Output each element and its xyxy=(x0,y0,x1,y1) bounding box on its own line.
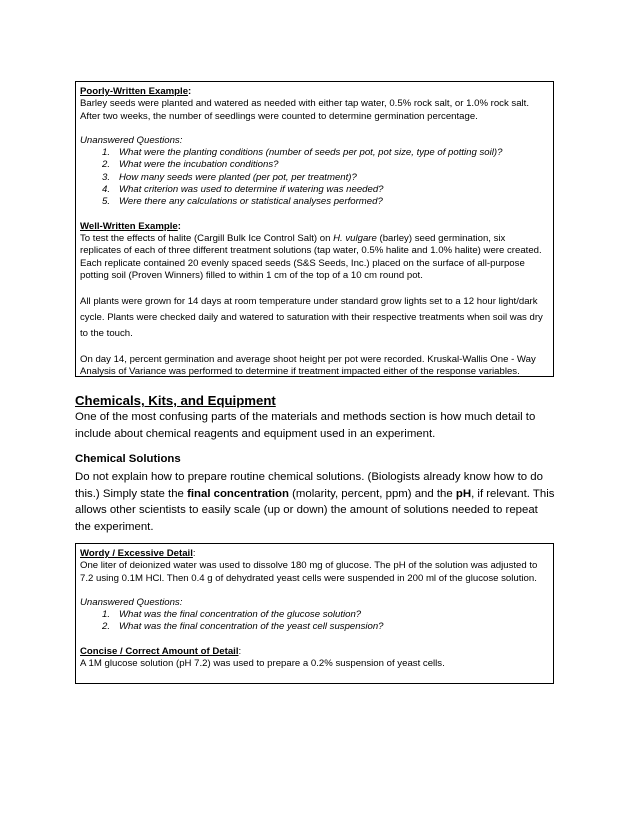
text-run: (molarity, percent, ppm) and the xyxy=(288,487,456,500)
well-example-title: Well-Written Example xyxy=(80,220,178,232)
well-example-heading xyxy=(80,221,549,233)
unanswered-questions-label: Unanswered Questions: xyxy=(80,134,183,146)
question-text: What was the final concentration of the yeast cell suspension? xyxy=(119,621,384,633)
question-number: 2. xyxy=(102,159,111,171)
bold-term: pH xyxy=(455,487,472,500)
concise-example-title: Concise / Correct Amount of Detail xyxy=(80,645,239,657)
question-text: What were the incubation conditions? xyxy=(119,159,279,171)
concise-example-colon: : xyxy=(238,645,242,657)
wordy-example-heading xyxy=(80,548,549,560)
species-name: H. vulgare xyxy=(333,232,377,244)
unanswered-questions-list xyxy=(80,147,549,208)
poor-example-colon: : xyxy=(188,86,192,97)
question-number: 3. xyxy=(102,171,111,183)
question-item xyxy=(80,196,549,208)
question-item xyxy=(80,159,549,171)
wordy-vs-concise-box xyxy=(75,543,554,684)
poor-example-text: Barley seeds were planted and watered as needed with either tap water, 0.5% rock salt, or 1.0% rock salt. After two weeks, the number of seedlings were counted to determine germination percentage. xyxy=(80,98,530,122)
question-text: What was the final concentration of the glucose solution? xyxy=(119,609,362,621)
question-item xyxy=(80,621,549,633)
unanswered-questions-label: Unanswered Questions: xyxy=(80,596,183,608)
wordy-example-colon: : xyxy=(192,548,196,559)
question-text: What were the planting conditions (number of seeds per pot, pot size, type of potting soil)? xyxy=(119,147,503,159)
question-number: 1. xyxy=(102,147,111,159)
well-example-paragraph-2: All plants were grown for 14 days at room temperature under standard grow lights set to a 12 hour light/dark cycle. Plants were checked daily and watered to saturation with their respective treatments when soil was dry to the touch. xyxy=(80,296,543,339)
subsection-title: Chemical Solutions xyxy=(75,453,181,465)
question-number: 2. xyxy=(102,621,111,633)
well-example-colon: : xyxy=(177,220,181,232)
question-text: Were there any calculations or statistical analyses performed? xyxy=(119,196,383,208)
question-number: 1. xyxy=(102,609,111,621)
section-intro: One of the most confusing parts of the materials and methods section is how much detail to include about chemical reagents and equipment used in an experiment. xyxy=(75,411,536,440)
poor-example-title: Poorly-Written Example xyxy=(80,86,189,97)
question-text: How many seeds were planted (per pot, per treatment)? xyxy=(119,171,357,183)
text-run: To test the effects of halite (Cargill Bulk Ice Control Salt) on xyxy=(80,232,334,244)
subsection-body xyxy=(75,469,555,535)
question-item xyxy=(80,172,549,184)
question-text: What criterion was used to determine if watering was needed? xyxy=(119,184,384,196)
well-example-paragraph-1 xyxy=(80,233,549,282)
section-title: Chemicals, Kits, and Equipment xyxy=(75,393,276,408)
question-number: 5. xyxy=(102,196,111,208)
wordy-example-title: Wordy / Excessive Detail xyxy=(80,548,193,559)
unanswered-questions-list xyxy=(80,609,549,634)
text-run: , if relevant. This allows other scientists to easily scale (up or down) the amount of solutions needed to repeat the experiment. xyxy=(75,487,555,533)
question-item xyxy=(80,184,549,196)
question-number: 4. xyxy=(102,184,111,196)
question-item xyxy=(80,609,549,621)
concise-example-text: A 1M glucose solution (pH 7.2) was used to prepare a 0.2% suspension of yeast cells. xyxy=(80,658,445,670)
question-item xyxy=(80,147,549,159)
bold-term: final concentration xyxy=(187,487,289,500)
text-run: Do not explain how to prepare routine chemical solutions. (Biologists already know how to do this.) Simply state the xyxy=(75,471,543,500)
poorly-vs-well-written-box xyxy=(75,81,554,377)
well-example-paragraph-3: On day 14, percent germination and average shoot height per pot were recorded. Kruskal-Wallis One - Way Analysis of Variance was performed to determine if treatment impacted either of the response variables. xyxy=(80,353,536,377)
poor-example-heading xyxy=(80,86,549,98)
concise-example-heading xyxy=(80,646,549,658)
text-run: (barley) seed germination, six replicates of each of three different treatment solutions (tap water, 0.5% halite and 1.0% halite) were created. Each replicate contained 20 evenly spaced seeds (S&S Seeds, Inc.) placed on the surface of all-purpose potting soil (Proven Winners) filled to within 1 cm of the top of a 10 cm round pot. xyxy=(80,232,542,281)
wordy-example-text: One liter of deionized water was used to dissolve 180 mg of glucose. The pH of the solution was adjusted to 7.2 using 0.1M HCl. Then 0.4 g of dehydrated yeast cells were suspended in 200 ml of the glucose solution. xyxy=(80,560,538,584)
